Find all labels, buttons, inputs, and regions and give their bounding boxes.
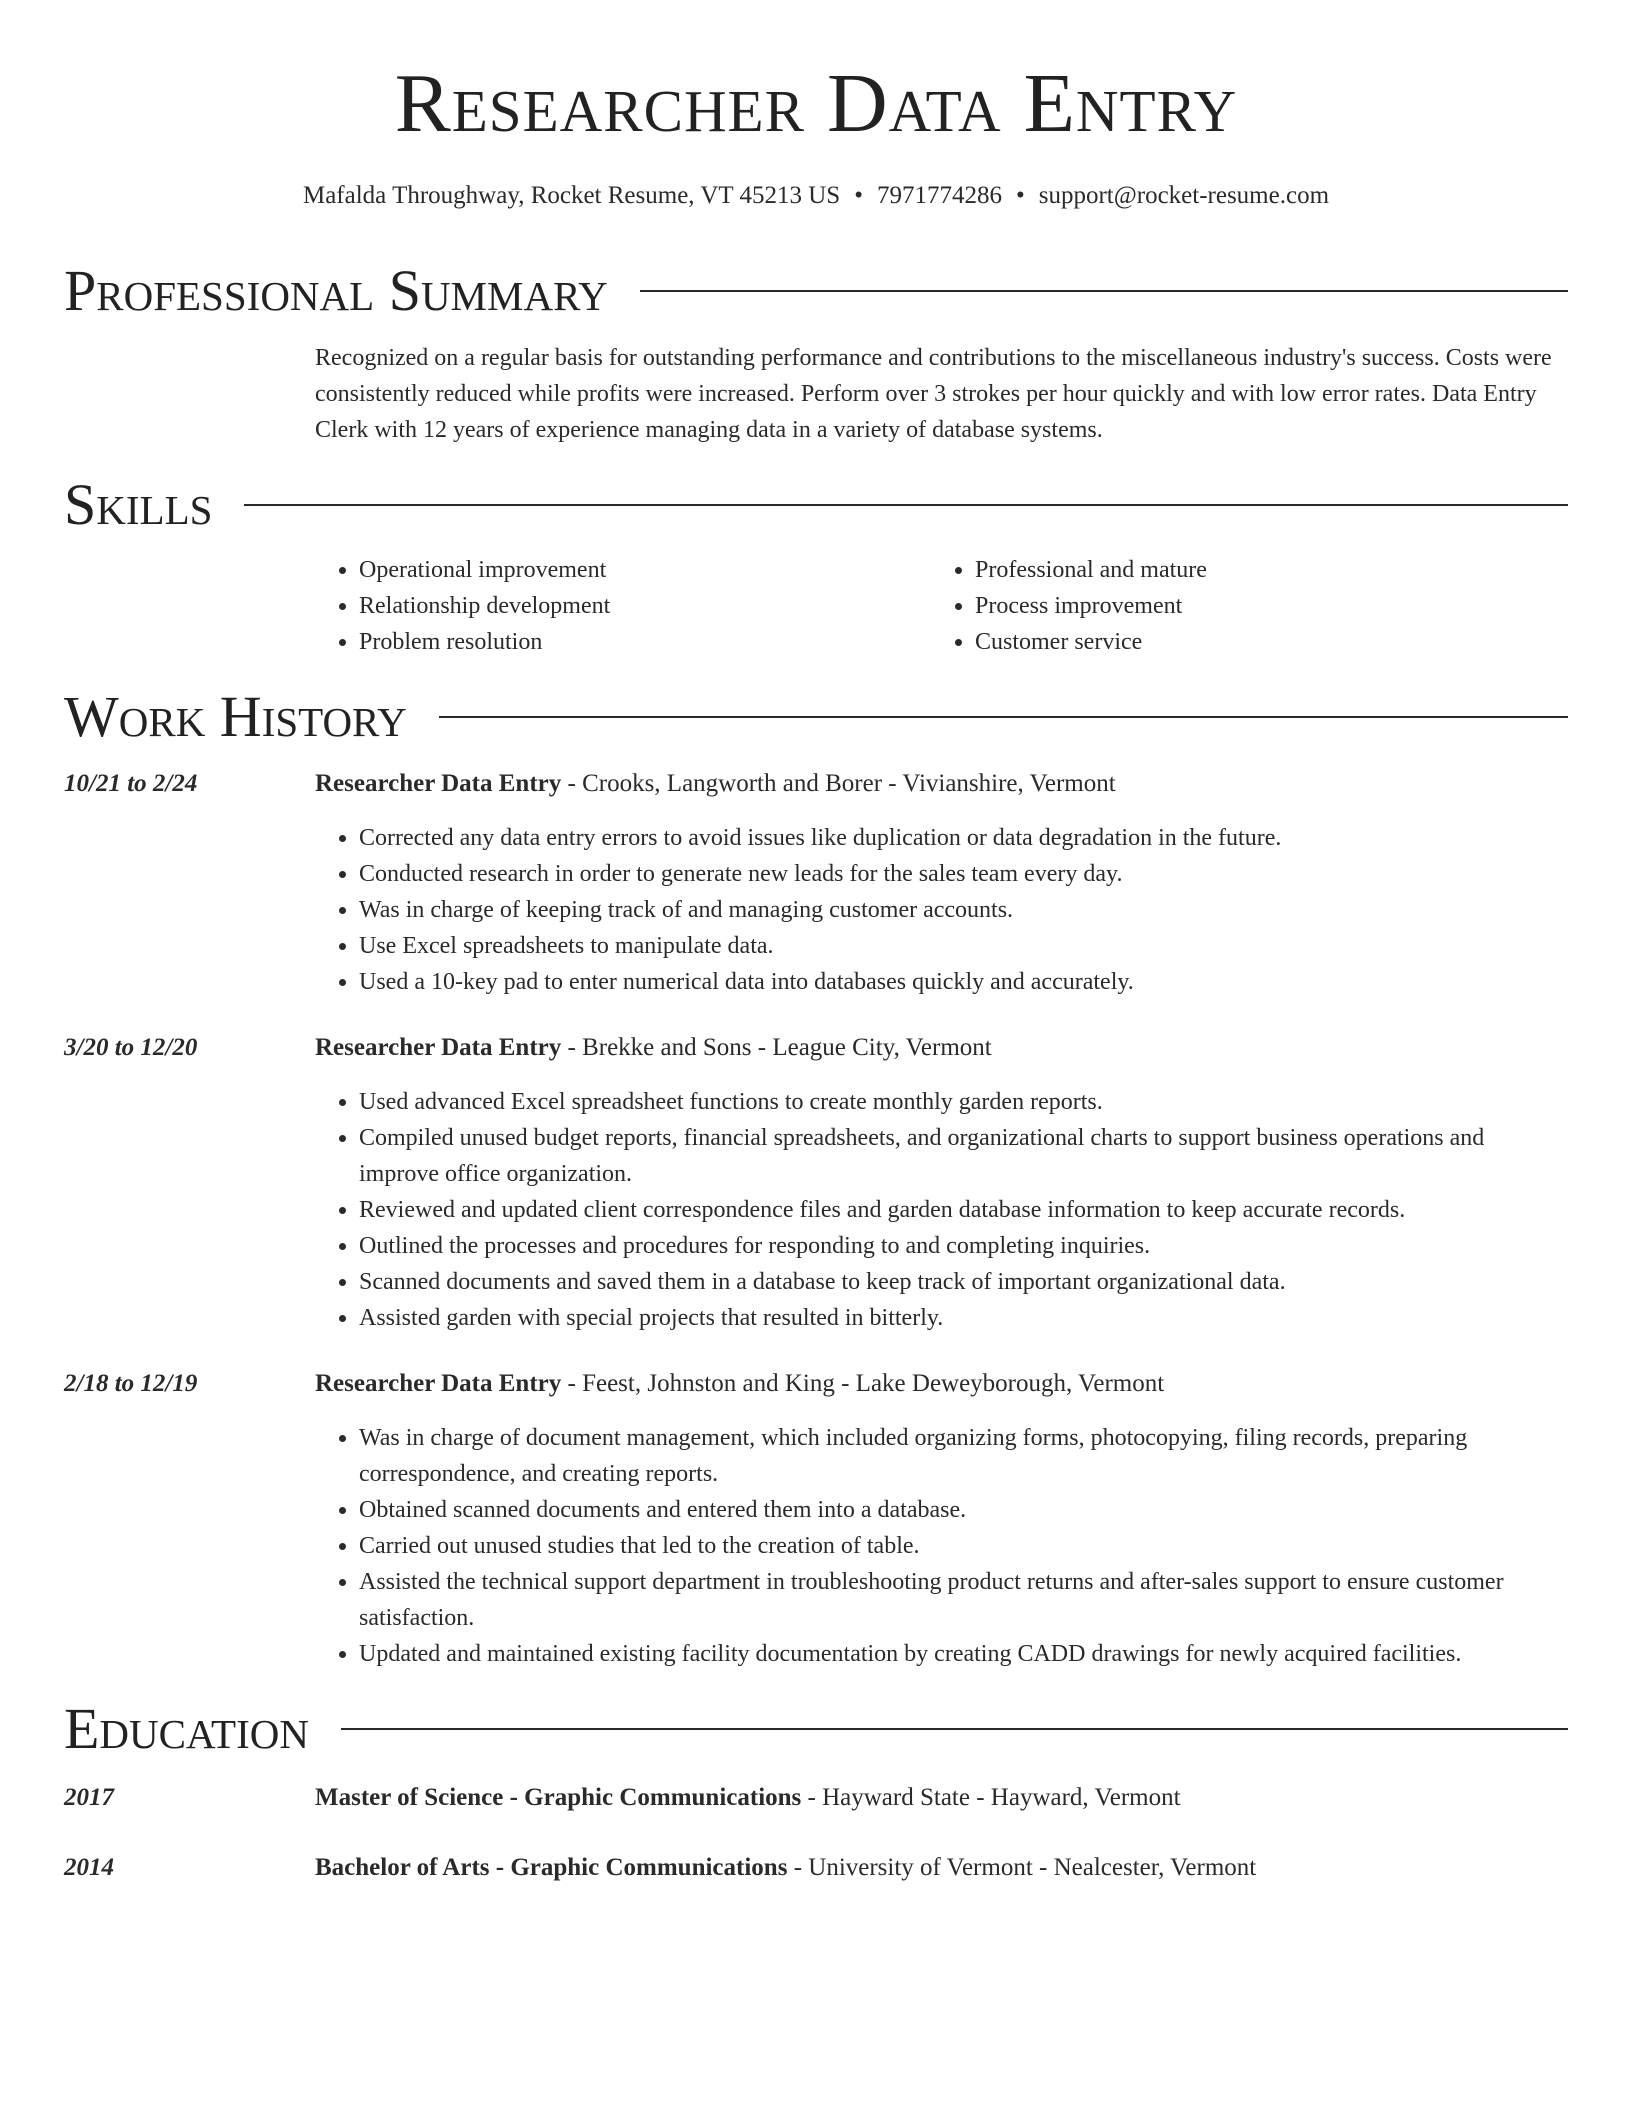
- education-school: - Hayward State - Hayward, Vermont: [801, 1784, 1181, 1811]
- work-section-header: [64, 684, 1568, 749]
- section-title-summary: Professional Summary: [64, 258, 608, 323]
- job-bullet: • Conducted research in order to generate new leads for the sales team every day.: [359, 856, 1568, 892]
- section-divider: [640, 290, 1568, 292]
- education-degree: Bachelor of Arts - Graphic Communications: [315, 1854, 788, 1881]
- job-bullet: • Use Excel spreadsheets to manipulate data.: [359, 928, 1568, 964]
- skills-column-right: [931, 552, 1547, 660]
- job-bullets: [315, 1420, 1568, 1672]
- job-bullet: • Scanned documents and saved them in a database to keep track of important organizational data.: [359, 1264, 1568, 1300]
- education-entry: [64, 1780, 1568, 1816]
- job-bullet: • Used advanced Excel spreadsheet functions to create monthly garden reports.: [359, 1084, 1568, 1120]
- job-entry: [64, 1030, 1568, 1336]
- job-bullet: • Carried out unused studies that led to the creation of table.: [359, 1528, 1568, 1564]
- job-bullet: • Updated and maintained existing facility documentation by creating CADD drawings for newly acquired facilities.: [359, 1636, 1568, 1672]
- section-title-education: Education: [64, 1696, 309, 1761]
- job-entry: [64, 766, 1568, 1000]
- job-bullet: • Outlined the processes and procedures for responding to and completing inquiries.: [359, 1228, 1568, 1264]
- job-bullet: • Reviewed and updated client correspondence files and garden database information to keep accurate records.: [359, 1192, 1568, 1228]
- section-title-skills: Skills: [64, 472, 213, 537]
- education-heading: [315, 1780, 1181, 1816]
- section-divider: [341, 1728, 1568, 1730]
- job-employer: - Crooks, Langworth and Borer - Vivianshire, Vermont: [561, 770, 1116, 797]
- skill-item: • Process improvement: [975, 588, 1547, 624]
- summary-section-header: [64, 258, 1568, 323]
- job-employer: - Feest, Johnston and King - Lake Deweyborough, Vermont: [561, 1370, 1165, 1397]
- contact-line: [64, 182, 1568, 210]
- job-bullet: • Assisted garden with special projects that resulted in bitterly.: [359, 1300, 1568, 1336]
- resume-name: Researcher Data Entry: [394, 57, 1238, 150]
- contact-separator: •: [1015, 182, 1025, 209]
- skills-column-left: [315, 552, 931, 660]
- section-title-work: Work History: [64, 684, 407, 749]
- job-dates: 3/20 to 12/20: [64, 1034, 198, 1061]
- education-entry: [64, 1850, 1568, 1886]
- job-title: Researcher Data Entry: [315, 1034, 562, 1061]
- education-year: 2014: [64, 1854, 114, 1881]
- job-heading: [315, 1366, 1568, 1402]
- job-bullet: • Obtained scanned documents and entered them into a database.: [359, 1492, 1568, 1528]
- section-divider: [244, 504, 1568, 506]
- education-year: 2017: [64, 1784, 114, 1811]
- job-bullets: [315, 820, 1568, 1000]
- job-bullet: • Was in charge of keeping track of and managing customer accounts.: [359, 892, 1568, 928]
- job-bullets: [315, 1084, 1568, 1336]
- job-bullet: • Was in charge of document management, which included organizing forms, photocopying, filing records, preparing correspondence, and creating reports.: [359, 1420, 1568, 1492]
- education-heading: [315, 1850, 1256, 1886]
- job-heading: [315, 766, 1568, 802]
- skill-item: • Operational improvement: [359, 552, 931, 588]
- skill-item: • Professional and mature: [975, 552, 1547, 588]
- section-divider: [439, 716, 1568, 718]
- job-bullet: • Assisted the technical support department in troubleshooting product returns and after-sales support to ensure customer satisfaction.: [359, 1564, 1568, 1636]
- job-bullet: • Corrected any data entry errors to avoid issues like duplication or data degradation in the future.: [359, 820, 1568, 856]
- skill-item: • Customer service: [975, 624, 1547, 660]
- contact-separator: •: [854, 182, 863, 209]
- skills-list: [315, 552, 1568, 660]
- job-title: Researcher Data Entry: [315, 770, 562, 797]
- job-bullet: • Compiled unused budget reports, financial spreadsheets, and organizational charts to support business operations and improve office organization.: [359, 1120, 1568, 1192]
- skills-section-header: [64, 472, 1568, 537]
- contact-address: Mafalda Throughway, Rocket Resume, VT 45213 US: [302, 182, 841, 209]
- education-degree: Master of Science - Graphic Communications: [315, 1784, 802, 1811]
- job-heading: [315, 1030, 1568, 1066]
- job-employer: - Brekke and Sons - League City, Vermont: [561, 1034, 992, 1061]
- contact-email: support@rocket-resume.com: [1038, 182, 1330, 209]
- job-bullet: • Used a 10-key pad to enter numerical data into databases quickly and accurately.: [359, 964, 1568, 1000]
- job-entry: [64, 1366, 1568, 1672]
- job-dates: 10/21 to 2/24: [64, 770, 198, 797]
- education-section-header: [64, 1696, 1568, 1761]
- job-title: Researcher Data Entry: [315, 1370, 562, 1397]
- education-school: - University of Vermont - Nealcester, Vermont: [787, 1854, 1257, 1881]
- summary-text: Recognized on a regular basis for outstanding performance and contributions to the miscellaneous industry's success. Costs were consistently reduced while profits were increased. Perform over 3 strokes per hour quickly and with low error rates. Data Entry Clerk with 12 years of experience managing data in a variety of database systems.: [315, 345, 1552, 443]
- contact-phone: 7971774286: [876, 182, 1002, 209]
- skill-item: • Relationship development: [359, 588, 931, 624]
- skill-item: • Problem resolution: [359, 624, 931, 660]
- job-dates: 2/18 to 12/19: [64, 1370, 198, 1397]
